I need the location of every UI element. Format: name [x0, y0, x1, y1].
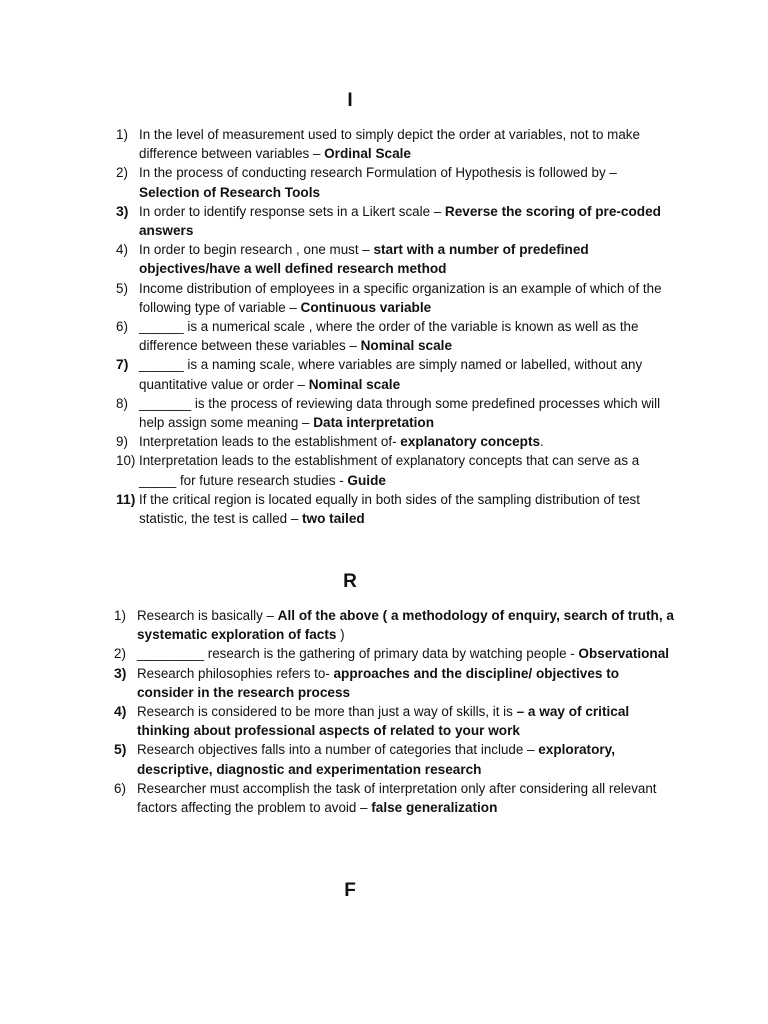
- question-text: Interpretation leads to the establishment of explanatory concepts that can serve as a _____ for future research studies -: [139, 453, 640, 488]
- answer-text: Observational: [578, 646, 670, 662]
- list-item: [116, 163, 678, 201]
- list-item: [116, 279, 678, 317]
- item-number: 6): [116, 319, 128, 335]
- question-text: Research is basically –: [137, 608, 278, 623]
- answer-tail: .: [540, 434, 544, 450]
- answer-text: Reverse the scoring of pre-coded answers: [139, 203, 661, 239]
- list-item: [114, 702, 676, 740]
- item-number: 7): [116, 356, 129, 373]
- answer-text: Selection of Research Tools: [139, 184, 321, 200]
- question-text: In the process of conducting research Formulation of Hypothesis is followed by –: [139, 165, 617, 181]
- answer-text: exploratory, descriptive, diagnostic and experimentation research: [137, 742, 616, 777]
- list-item: [114, 664, 676, 702]
- item-number: 5): [116, 280, 128, 296]
- question-text: Researcher must accomplish the task of interpretation only after considering all relevant factors affecting the problem to avoid –: [137, 780, 657, 816]
- answer-text: Guide: [347, 472, 386, 488]
- question-text: _________ research is the gathering of primary data by watching people -: [137, 646, 579, 662]
- answer-text: false generalization: [371, 800, 498, 816]
- item-number: 1): [116, 127, 128, 142]
- answer-text: approaches and the discipline/ objectives to consider in the research process: [137, 665, 620, 700]
- list-item: [114, 740, 676, 778]
- item-number: 5): [114, 741, 127, 758]
- answer-text: Data interpretation: [313, 415, 435, 431]
- question-text: Research objectives falls into a number of categories that include –: [137, 742, 539, 758]
- question-text: In order to identify response sets in a Likert scale –: [139, 203, 445, 219]
- question-text: If the critical region is located equally in both sides of the sampling distribution of test statistic, the test is called –: [139, 491, 640, 527]
- list-item: [116, 202, 678, 240]
- answer-tail: ): [336, 627, 345, 643]
- item-number: 4): [116, 242, 128, 258]
- list-item: [116, 490, 678, 528]
- question-text: Research philosophies refers to-: [137, 665, 334, 681]
- section-heading-r: R: [343, 571, 357, 592]
- question-text: In the level of measurement used to simply depict the order at variables, not to make difference between variables –: [139, 127, 640, 162]
- list-item: [116, 432, 678, 451]
- answer-text: All of the above ( a methodology of enquiry, search of truth, a systematic exploration of facts: [137, 608, 674, 643]
- item-number: 3): [116, 202, 129, 219]
- answer-text: – a way of critical thinking about professional aspects of related to your work: [137, 704, 630, 739]
- answer-text: two tailed: [302, 511, 365, 527]
- question-text: _______ is the process of reviewing data through some predefined processes which will help assign some meaning –: [139, 395, 661, 431]
- question-text: ______ is a numerical scale , where the order of the variable is known as well as the difference between these variables –: [139, 319, 639, 354]
- list-item: [116, 125, 678, 163]
- section-heading-f: F: [344, 880, 356, 901]
- question-text: Research is considered to be more than just a way of skills, it is: [137, 704, 517, 720]
- item-number: 11): [116, 490, 136, 507]
- list-item: [116, 355, 678, 393]
- question-text: Interpretation leads to the establishment of-: [139, 434, 401, 450]
- question-text: In order to begin research , one must –: [139, 242, 374, 258]
- answer-text: Ordinal Scale: [324, 146, 411, 162]
- question-text: Income distribution of employees in a specific organization is an example of which of the following type of variable –: [139, 280, 662, 315]
- list-item: [116, 394, 678, 432]
- item-number: 9): [116, 434, 128, 450]
- item-number: 6): [114, 780, 126, 796]
- list-item: [116, 317, 678, 355]
- section-i-question-list: [116, 125, 678, 528]
- answer-text: Continuous variable: [300, 299, 432, 315]
- item-number: 3): [114, 664, 127, 681]
- item-number: 8): [116, 395, 128, 411]
- item-number: 2): [114, 646, 126, 662]
- item-number: 10): [116, 453, 136, 469]
- list-item: [114, 644, 676, 663]
- list-item: [116, 451, 678, 489]
- answer-text: start with a number of predefined objectives/have a well defined research method: [139, 242, 589, 277]
- item-number: 4): [114, 703, 127, 720]
- list-item: [114, 606, 676, 644]
- list-item: [114, 779, 676, 817]
- answer-text: Nominal scale: [308, 376, 401, 392]
- item-number: 2): [116, 165, 128, 181]
- question-text: ______ is a naming scale, where variables are simply named or labelled, without any quantitative value or order –: [139, 357, 643, 392]
- item-number: 1): [114, 608, 126, 623]
- list-item: [116, 240, 678, 278]
- answer-text: Nominal scale: [360, 338, 453, 354]
- section-r-question-list: [114, 606, 676, 817]
- section-heading-i: I: [347, 90, 353, 111]
- answer-text: explanatory concepts: [400, 434, 541, 450]
